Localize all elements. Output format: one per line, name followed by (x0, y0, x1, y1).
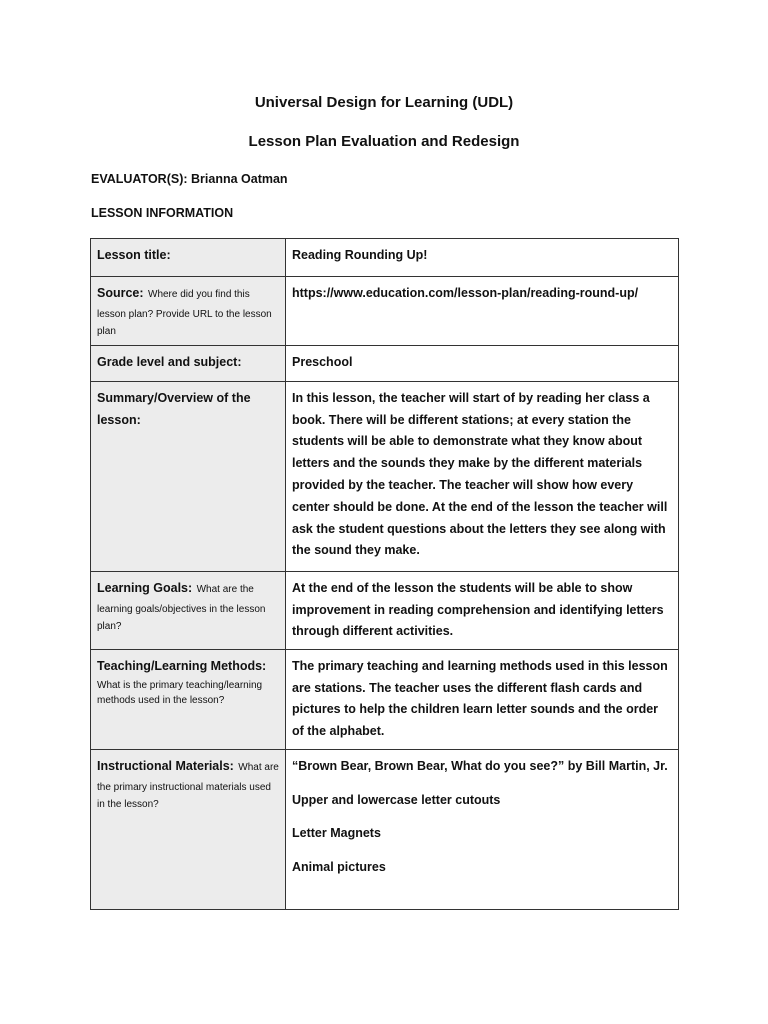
grade-label-cell (91, 345, 286, 381)
table-row (91, 239, 679, 277)
grade-label: Grade level and subject: (97, 354, 242, 369)
materials-label: Instructional Materials: (97, 758, 234, 773)
materials-label-cell (91, 749, 286, 909)
methods-label: Teaching/Learning Methods: (97, 658, 267, 673)
document-title: Universal Design for Learning (UDL) (254, 94, 514, 111)
goals-label-cell (91, 571, 286, 649)
evaluator-name: Brianna Oatman (191, 172, 288, 186)
methods-label-cell (91, 649, 286, 749)
source-label: Source: (97, 286, 144, 300)
source-url: https://www.education.com/lesson-plan/reading-round-up/ (286, 277, 679, 346)
document-subtitle: Lesson Plan Evaluation and Redesign (248, 133, 520, 150)
section-heading: LESSON INFORMATION (91, 206, 234, 220)
table-row (91, 277, 679, 346)
materials-list (286, 749, 679, 909)
source-hint: Where did you find this lesson plan? Provide URL to the lesson plan (97, 289, 272, 338)
material-item-book: “Brown Bear, Brown Bear, What do you see?” by Bill Martin, Jr. (292, 758, 668, 773)
summary-label: Summary/Overview of the lesson: (97, 390, 251, 427)
material-item-animal-pictures: Animal pictures (292, 860, 386, 875)
materials-hint: What are the primary instructional materials used in the lesson? (97, 761, 279, 811)
lesson-info-table (90, 238, 679, 910)
goals-value: At the end of the lesson the students will be able to show improvement in reading comprehension and identifying letters through different activities. (286, 571, 679, 649)
table-row (91, 345, 679, 381)
lesson-title-value: Reading Rounding Up! (286, 239, 679, 277)
methods-value: The primary teaching and learning methods used in this lesson are stations. The teacher uses the different flash cards and pictures to help the children learn letter sounds and the order of the alphabet. (286, 649, 679, 749)
source-label-cell (91, 277, 286, 346)
material-item-letter-magnets: Letter Magnets (292, 826, 381, 841)
table-row (91, 649, 679, 749)
lesson-title-label: Lesson title: (97, 248, 171, 262)
summary-label-cell (91, 381, 286, 571)
summary-value: In this lesson, the teacher will start of by reading her class a book. There will be different stations; at every station the students will be able to demonstrate what they know about letters and the sounds they make by the different materials provided by the teacher. The teacher will show how every center should be done. At the end of the lesson the teacher will ask the student questions about the letters they see along with the sound they make. (286, 381, 679, 571)
goals-label: Learning Goals: (97, 580, 193, 595)
table-row (91, 749, 679, 909)
grade-value: Preschool (286, 345, 679, 381)
lesson-title-label-cell (91, 239, 286, 277)
table-row (91, 571, 679, 649)
material-item-letter-cutouts: Upper and lowercase letter cutouts (292, 792, 501, 807)
table-row (91, 381, 679, 571)
evaluator-line (91, 172, 288, 186)
methods-hint: What is the primary teaching/learning methods used in the lesson? (97, 679, 263, 707)
goals-hint: What are the learning goals/objectives in the lesson plan? (97, 583, 266, 633)
evaluator-label: EVALUATOR(S): (91, 172, 188, 186)
